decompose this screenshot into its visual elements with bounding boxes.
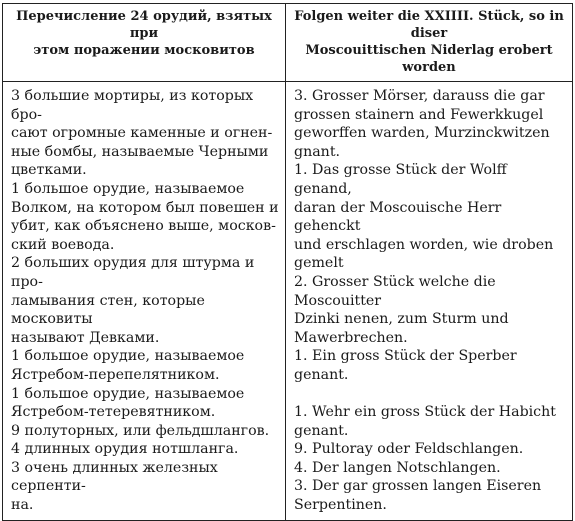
russian-entry — [11, 385, 281, 422]
text-line: 1. Wehr ein gross Stück der Habicht — [294, 404, 556, 421]
german-entry — [294, 87, 568, 161]
text-line: 4 длинных орудия нотшланга. — [11, 441, 239, 458]
text-line: 9 полуторных, или фельдшлангов. — [11, 422, 270, 439]
text-line: 3 очень длинных железных серпенти- — [11, 459, 218, 495]
text-line: grossen stainern and Fewerkkugel — [294, 106, 544, 123]
text-line: Ястребом-тетеревятником. — [11, 404, 216, 421]
german-column — [286, 82, 573, 521]
german-entry — [294, 385, 568, 441]
russian-entry — [11, 440, 281, 459]
text-line: genant. — [294, 422, 349, 439]
text-line: называют Девками. — [11, 329, 160, 346]
text-line: ский воевода. — [11, 236, 115, 253]
text-line: 3. Grosser Mörser, darauss die gar — [294, 88, 545, 104]
header-german-line: Moscouittischen Niderlag erobert worden — [305, 43, 553, 75]
blank-line — [294, 385, 568, 404]
text-line: Волком, на котором был повешен и — [11, 199, 279, 216]
header-german — [286, 4, 573, 82]
text-line: цветками. — [11, 162, 87, 179]
german-entry — [294, 477, 568, 514]
text-line: 4. Der langen Notschlangen. — [294, 459, 501, 476]
russian-entry — [11, 254, 281, 347]
text-line: 3 большие мортиры, из которых бро- — [11, 88, 254, 123]
header-russian-line: Перечисление 24 орудий, взятых при — [16, 9, 272, 41]
text-line: Mawerbrechen. — [294, 329, 408, 346]
russian-entry — [11, 422, 281, 441]
header-russian-line: этом поражении московитов — [33, 43, 255, 58]
text-line: 3. Der gar grossen langen Eiseren — [294, 478, 542, 495]
text-line: 1. Ein gross Stück der Sperber genant. — [294, 348, 517, 383]
german-entry — [294, 459, 568, 478]
text-line: 1. Das grosse Stück der Wolff genand, — [294, 162, 507, 197]
text-line: 1 большое орудие, называемое — [11, 180, 245, 197]
body-row — [3, 82, 573, 521]
text-line: ные бомбы, называемые Черными — [11, 143, 269, 160]
russian-entry — [11, 180, 281, 254]
header-row — [3, 4, 573, 82]
text-line: Dzinki nenen, zum Sturm und — [294, 311, 509, 328]
text-line: daran der Moscouische Herr gehenckt — [294, 199, 502, 235]
text-line: сают огромные каменные и огнен- — [11, 125, 273, 142]
german-entry — [294, 440, 568, 459]
text-line: 1 большое орудие, называемое — [11, 385, 245, 402]
russian-entry — [11, 87, 281, 180]
text-line: убит, как объяснено выше, москов- — [11, 218, 276, 235]
header-german-line: Folgen weiter die XXIIII. Stück, so in diser — [294, 9, 564, 41]
text-line: на. — [11, 497, 34, 514]
text-line: 2. Grosser Stück welche die Moscouitter — [294, 273, 496, 309]
german-entry — [294, 347, 568, 384]
text-line: Serpentinen. — [294, 497, 387, 514]
russian-entry — [11, 347, 281, 384]
text-line: 1 большое орудие, называемое — [11, 348, 245, 365]
text-line: Ястребом-перепелятником. — [11, 366, 220, 383]
text-line: gemelt — [294, 255, 344, 272]
text-line: 9. Pultoray oder Feldschlangen. — [294, 441, 524, 458]
russian-entry — [11, 459, 281, 515]
header-russian — [3, 4, 286, 82]
text-line: 2 больших орудия для штурма и про- — [11, 255, 255, 290]
comparison-table — [2, 3, 573, 521]
german-entry — [294, 161, 568, 273]
text-line: gnant. — [294, 143, 341, 160]
text-line: geworffen warden, Murzinckwitzen — [294, 125, 550, 142]
text-line: und erschlagen worden, wie droben — [294, 236, 554, 253]
text-line: ламывания стен, которые московиты — [11, 292, 205, 328]
german-entry — [294, 273, 568, 347]
russian-column — [3, 82, 286, 521]
